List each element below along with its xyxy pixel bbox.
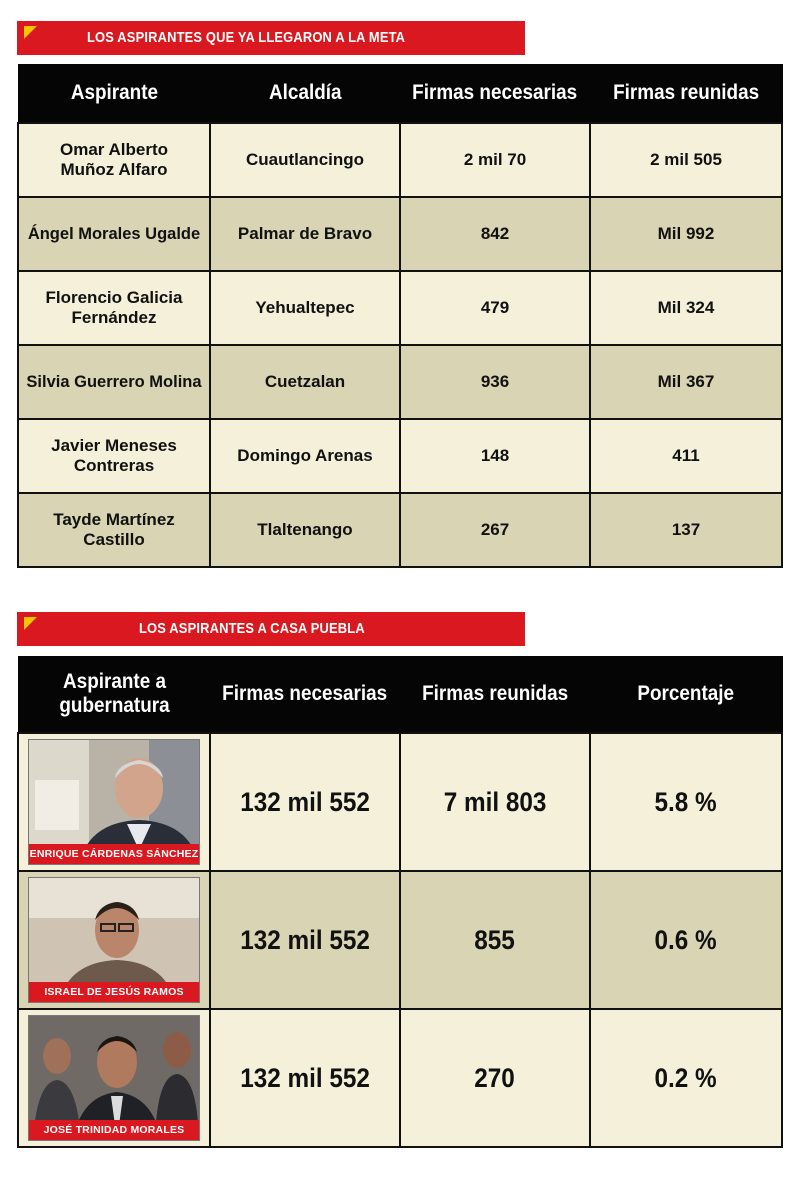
cell-alcaldia: Cuautlancingo bbox=[210, 123, 400, 197]
cell-aspirante: Javier Meneses Contreras bbox=[18, 419, 210, 493]
cell-necesarias: 936 bbox=[400, 345, 590, 419]
header-firmas-reunidas: Firmas reunidas bbox=[590, 64, 782, 123]
cell-porcentaje: 0.2 % bbox=[590, 1009, 782, 1147]
cell-alcaldia: Tlaltenango bbox=[210, 493, 400, 567]
candidate-name: JOSÉ TRINIDAD MORALES bbox=[29, 1120, 199, 1140]
cell-necesarias: 842 bbox=[400, 197, 590, 271]
table-row bbox=[18, 733, 782, 871]
cell-reunidas: 137 bbox=[590, 493, 782, 567]
table-row bbox=[18, 493, 782, 567]
cell-necesarias: 132 mil 552 bbox=[210, 1009, 400, 1147]
candidate-name: ENRIQUE CÁRDENAS SÁNCHEZ bbox=[29, 844, 199, 864]
table-row bbox=[18, 419, 782, 493]
header-firmas-necesarias: Firmas necesarias bbox=[400, 64, 590, 123]
table-row bbox=[18, 871, 782, 1009]
cell-alcaldia: Yehualtepec bbox=[210, 271, 400, 345]
cell-photo bbox=[18, 1009, 210, 1147]
table-row bbox=[18, 123, 782, 197]
cell-reunidas: 2 mil 505 bbox=[590, 123, 782, 197]
cell-reunidas: 270 bbox=[400, 1009, 590, 1147]
table-row bbox=[18, 271, 782, 345]
cell-photo bbox=[18, 733, 210, 871]
table-row bbox=[18, 1009, 782, 1147]
cell-reunidas: Mil 992 bbox=[590, 197, 782, 271]
cell-alcaldia: Palmar de Bravo bbox=[210, 197, 400, 271]
triangle-icon bbox=[24, 617, 37, 630]
cell-reunidas: Mil 367 bbox=[590, 345, 782, 419]
candidate-photo bbox=[28, 739, 200, 865]
candidate-photo bbox=[28, 1015, 200, 1141]
section1-title: LOS ASPIRANTES QUE YA LLEGARON A LA META bbox=[87, 29, 406, 46]
section2-banner bbox=[17, 612, 525, 646]
candidate-name: ISRAEL DE JESÚS RAMOS bbox=[29, 982, 199, 1002]
header-aspirante-gubernatura: Aspirante a gubernatura bbox=[18, 656, 210, 733]
table-row bbox=[18, 345, 782, 419]
table-header-row bbox=[18, 64, 782, 123]
header-porcentaje: Porcentaje bbox=[590, 656, 782, 733]
cell-reunidas: Mil 324 bbox=[590, 271, 782, 345]
section2-title: LOS ASPIRANTES A CASA PUEBLA bbox=[139, 620, 365, 637]
cell-alcaldia: Cuetzalan bbox=[210, 345, 400, 419]
cell-photo bbox=[18, 871, 210, 1009]
section1-banner bbox=[17, 21, 525, 55]
cell-porcentaje: 0.6 % bbox=[590, 871, 782, 1009]
cell-aspirante: Tayde Martínez Castillo bbox=[18, 493, 210, 567]
table-aspirantes-meta bbox=[17, 64, 783, 568]
table-row bbox=[18, 197, 782, 271]
cell-aspirante: Florencio Galicia Fernández bbox=[18, 271, 210, 345]
cell-reunidas: 855 bbox=[400, 871, 590, 1009]
header-alcaldia: Alcaldía bbox=[210, 64, 400, 123]
header-firmas-reunidas: Firmas reunidas bbox=[400, 656, 590, 733]
cell-reunidas: 411 bbox=[590, 419, 782, 493]
table-aspirantes-casa-puebla bbox=[17, 656, 783, 1148]
cell-aspirante: Ángel Morales Ugalde bbox=[18, 197, 210, 271]
triangle-icon bbox=[24, 26, 37, 39]
cell-aspirante: Omar Alberto Muñoz Alfaro bbox=[18, 123, 210, 197]
table-header-row bbox=[18, 656, 782, 733]
candidate-photo bbox=[28, 877, 200, 1003]
cell-aspirante: Silvia Guerrero Molina bbox=[18, 345, 210, 419]
header-firmas-necesarias: Firmas necesarias bbox=[210, 656, 400, 733]
cell-necesarias: 148 bbox=[400, 419, 590, 493]
cell-necesarias: 132 mil 552 bbox=[210, 871, 400, 1009]
cell-necesarias: 2 mil 70 bbox=[400, 123, 590, 197]
cell-necesarias: 132 mil 552 bbox=[210, 733, 400, 871]
cell-necesarias: 267 bbox=[400, 493, 590, 567]
header-aspirante: Aspirante bbox=[18, 64, 210, 123]
cell-reunidas: 7 mil 803 bbox=[400, 733, 590, 871]
cell-alcaldia: Domingo Arenas bbox=[210, 419, 400, 493]
cell-necesarias: 479 bbox=[400, 271, 590, 345]
cell-porcentaje: 5.8 % bbox=[590, 733, 782, 871]
